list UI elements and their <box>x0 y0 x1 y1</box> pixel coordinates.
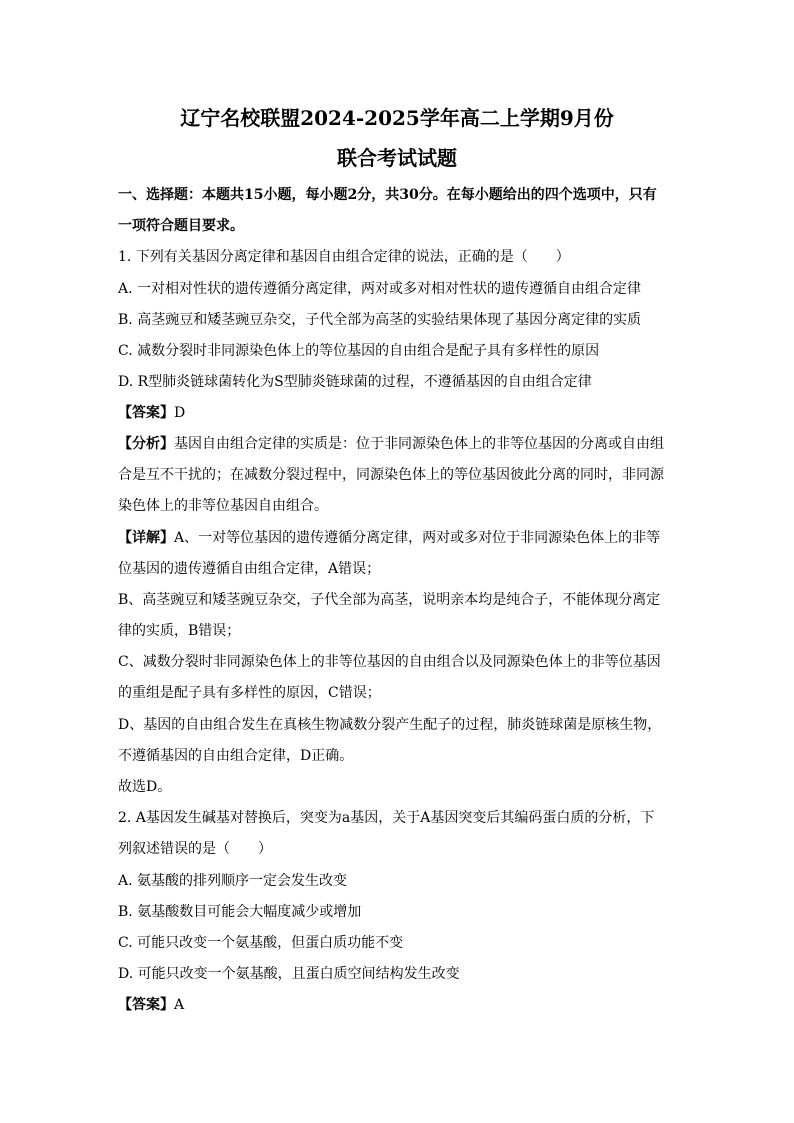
q2-stem-line-1: 2. A基因发生碱基对替换后，突变为a基因，关于A基因突变后其编码蛋白质的分析，下 <box>118 810 655 826</box>
document-title: 辽宁名校联盟2024-2025学年高二上学期9月份 <box>180 106 614 130</box>
q2-option-b: B. 氨基酸数目可能会大幅度减少或增加 <box>118 904 362 920</box>
q1-detail-c-line-2: 的重组是配子具有多样性的原因，C错误； <box>118 685 381 701</box>
q1-analysis-line-1 <box>118 434 678 454</box>
q2-stem-line-2: 列叙述错误的是（ ） <box>118 841 272 857</box>
answer-label: 【答案】 <box>118 405 174 421</box>
q2-answer <box>118 995 678 1015</box>
q1-analysis-line-3: 染色体上的非等位基因自由组合。 <box>118 498 328 514</box>
q2-option-d: D. 可能只改变一个氨基酸，且蛋白质空间结构发生改变 <box>118 966 460 982</box>
answer-value: D <box>174 405 186 421</box>
q1-detail-c-line-1: C、减数分裂时非同源染色体上的非等位基因的自由组合以及同源染色体上的非等位基因 <box>118 654 661 670</box>
analysis-label: 【分析】 <box>118 436 174 452</box>
q1-option-a: A. 一对相对性状的遗传遵循分离定律，两对或多对相对性状的遗传遵循自由组合定律 <box>118 281 642 297</box>
answer-label: 【答案】 <box>118 997 174 1013</box>
q1-answer <box>118 403 678 423</box>
analysis-text: 基因自由组合定律的实质是：位于非同源染色体上的非等位基因的分离或自由组 <box>174 436 664 452</box>
q2-option-c: C. 可能只改变一个氨基酸，但蛋白质功能不变 <box>118 935 404 951</box>
q1-detail-a-line-2: 位基因的遗传遵循自由组合定律，A错误； <box>118 561 381 577</box>
q1-option-c: C. 减数分裂时非同源染色体上的等位基因的自由组合是配子具有多样性的原因 <box>118 343 600 359</box>
section-heading-line-2: 一项符合题目要求。 <box>118 218 244 234</box>
q1-detail-b-line-2: 律的实质，B错误； <box>118 623 241 639</box>
answer-value: A <box>174 997 185 1013</box>
q1-option-b: B. 高茎豌豆和矮茎豌豆杂交，子代全部为高茎的实验结果体现了基因分离定律的实质 <box>118 312 642 328</box>
q1-detail-d-line-2: 不遵循基因的自由组合定律，D正确。 <box>118 748 354 764</box>
q1-conclusion: 故选D。 <box>118 779 172 795</box>
q2-option-a: A. 氨基酸的排列顺序一定会发生改变 <box>118 873 348 889</box>
detail-label: 【详解】 <box>118 530 174 546</box>
detail-text: A、一对等位基因的遗传遵循分离定律，两对或多对位于非同源染色体上的非等 <box>174 530 661 546</box>
q1-detail-b-line-1: B、高茎豌豆和矮茎豌豆杂交，子代全部为高茎，说明亲本均是纯合子，不能体现分离定 <box>118 592 661 608</box>
document-subtitle: 联合考试试题 <box>337 146 457 170</box>
q1-detail-d-line-1: D、基因的自由组合发生在真核生物减数分裂产生配子的过程，肺炎链球菌是原核生物， <box>118 717 662 733</box>
q1-stem: 1. 下列有关基因分离定律和基因自由组合定律的说法，正确的是（ ） <box>118 249 570 265</box>
section-heading-line-1: 一、选择题：本题共15小题，每小题2分，共30分。在每小题给出的四个选项中，只有 <box>118 187 657 203</box>
q1-detail-a-line-1 <box>118 528 678 548</box>
q1-analysis-line-2: 合是互不干扰的；在减数分裂过程中，同源染色体上的等位基因彼此分离的同时，非同源 <box>118 467 664 483</box>
q1-option-d: D. R型肺炎链球菌转化为S型肺炎链球菌的过程，不遵循基因的自由组合定律 <box>118 374 592 390</box>
